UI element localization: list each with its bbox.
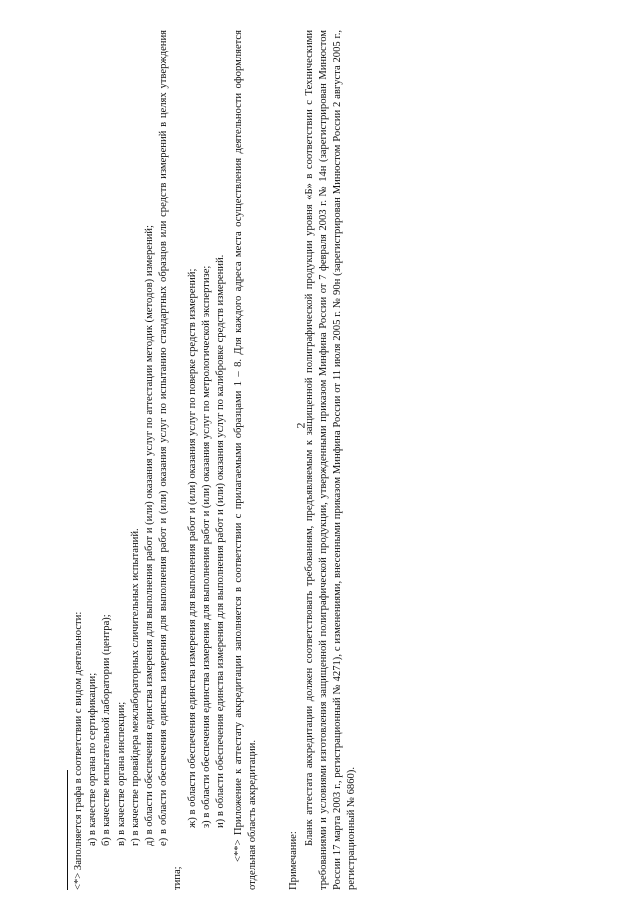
item-a: а) в качестве органа по сертификации; bbox=[87, 672, 99, 846]
item-b: б) в качестве испытательной лаборатории (центра); bbox=[101, 614, 113, 846]
item-v: в) в качестве органа инспекции; bbox=[115, 701, 127, 846]
rotated-text-block bbox=[67, 30, 407, 890]
page-number: 2 bbox=[293, 422, 308, 429]
note-text: Бланк аттестата аккредитации должен соответствовать требованиям, предъявляемым к защищенной полиграфической продукции уровня «Б» в соответствии с Техническими требованиями и условиями изготовления защищенной полиграфической продукции, утвержденными приказом Минфина России от 7 февраля 2003 г. № 14н (зарегистрирован Минюстом России 17 марта 2003 г., регистрационный № 4271), с изменениями, внесенными приказом Минфина России от 11 июля 2005 г. № 90н (зарегистрирован Минюстом России 2 августа 2005 г., регистрационный № 6860). bbox=[303, 30, 358, 890]
item-g: г) в качестве провайдера межлабораторных сличительных испытаний. bbox=[129, 528, 141, 846]
item-i: и) в области обеспечения единства измерения для выполнения работ и (или) оказания услуг по калибровке средств измерений. bbox=[215, 254, 227, 828]
footnote-divider bbox=[67, 770, 68, 890]
footnote-star: <*> Заполняется графа в соответствии с видом деятельности: bbox=[73, 611, 84, 890]
item-d: д) в области обеспечения единства измерения для выполнения работ и (или) оказания услуг по аттестации методик (методов) измерений; bbox=[144, 225, 156, 846]
footnote-double-star: <**> Приложение к аттестату аккредитации заполняется в соответствии с прилагаемыми образцами 1 – 8. Для каждого адреса места осуществления деятельности оформляется отдельная область аккредитации. bbox=[233, 30, 259, 890]
note-title: Примечание: bbox=[287, 831, 299, 890]
item-e: е) в области обеспечения единства измерения для выполнения работ и (или) оказания услуг по испытанию стандартных образцов или средств измерений в целях утверждения типа; bbox=[158, 30, 184, 890]
item-zh: ж) в области обеспечения единства измерения для выполнения работ и (или) оказания услуг по поверке средств измерений; bbox=[186, 268, 198, 828]
item-z: з) в области обеспечения единства измерения для выполнения работ и (или) оказания услуг по метрологической экспертизе; bbox=[200, 265, 212, 828]
